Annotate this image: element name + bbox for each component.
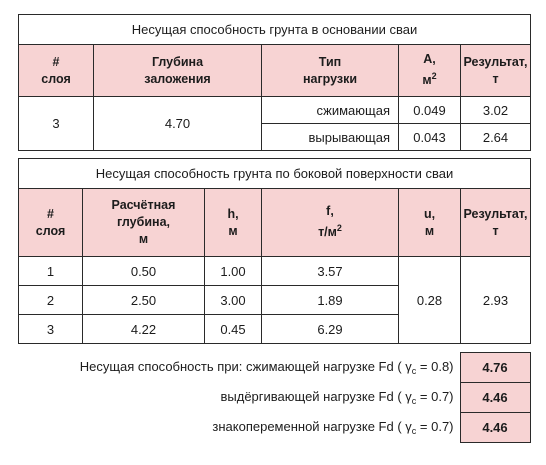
load-type-cell: вырывающая xyxy=(262,124,399,151)
layer-cell: 2 xyxy=(19,286,83,315)
h-cell: 0.45 xyxy=(205,315,262,344)
header-f-sup: 2 xyxy=(336,223,342,234)
header-layer-line2: слоя xyxy=(35,223,66,238)
f-cell: 3.57 xyxy=(262,257,399,286)
depth-cell: 4.70 xyxy=(94,97,262,151)
header-h-line2: м xyxy=(228,223,238,238)
summary-value-compress: 4.76 xyxy=(460,353,530,383)
summary-label-sub: c xyxy=(411,366,417,376)
area-cell: 0.049 xyxy=(399,97,461,124)
header-result-line2: т xyxy=(492,71,499,86)
header-layer xyxy=(19,189,83,257)
header-f-unit: т/м xyxy=(318,225,337,240)
header-u-line1: u, xyxy=(423,206,436,221)
layer-cell: 3 xyxy=(19,315,83,344)
side-result-cell: 2.93 xyxy=(461,257,531,344)
summary-label-suffix: = 0.7) xyxy=(416,389,454,404)
header-load-line1: Тип xyxy=(318,54,342,69)
header-load-line2: нагрузки xyxy=(302,71,358,86)
header-result-line2: т xyxy=(492,223,499,238)
header-f xyxy=(262,189,399,257)
summary-label-alternating xyxy=(18,413,460,443)
h-cell: 3.00 xyxy=(205,286,262,315)
header-calc-depth-line3: м xyxy=(138,232,149,246)
header-depth-line1: Глубина xyxy=(151,54,204,69)
header-u-line2: м xyxy=(424,223,435,238)
summary-label-text: выдёргивающей нагрузке Fd ( γ xyxy=(220,389,412,404)
header-depth xyxy=(94,45,262,97)
summary-label-suffix: = 0.7) xyxy=(416,419,454,434)
header-area xyxy=(399,45,461,97)
summary-label-pullout xyxy=(18,383,460,413)
header-layer-line1: # xyxy=(52,54,60,69)
summary-value-alternating: 4.46 xyxy=(460,413,530,443)
result-cell: 3.02 xyxy=(461,97,531,124)
header-u xyxy=(399,189,461,257)
base-capacity-table xyxy=(18,14,531,151)
header-result xyxy=(461,45,531,97)
header-load-type xyxy=(262,45,399,97)
header-result xyxy=(461,189,531,257)
header-area-sup: 2 xyxy=(431,71,437,82)
header-area-unit: м xyxy=(422,73,432,88)
header-layer-line1: # xyxy=(47,206,54,221)
header-f-line1: f, xyxy=(326,204,334,219)
summary-label-text: знакопеременной нагрузке Fd ( γ xyxy=(212,419,412,434)
calc-depth-cell: 0.50 xyxy=(83,257,205,286)
h-cell: 1.00 xyxy=(205,257,262,286)
f-cell: 1.89 xyxy=(262,286,399,315)
f-cell: 6.29 xyxy=(262,315,399,344)
header-h xyxy=(205,189,262,257)
header-result-line1: Результат, xyxy=(463,206,528,221)
summary-label-sub: c xyxy=(411,396,417,406)
header-h-line1: h, xyxy=(227,206,239,221)
summary-label-sub: c xyxy=(411,426,417,436)
header-area-line1: А, xyxy=(423,52,436,67)
summary-label-suffix: = 0.8) xyxy=(416,359,454,374)
calc-depth-cell: 4.22 xyxy=(83,315,205,344)
header-layer xyxy=(19,45,94,97)
header-layer-line2: слоя xyxy=(41,71,71,86)
header-calc-depth xyxy=(83,189,205,257)
load-type-cell: сжимающая xyxy=(262,97,399,124)
area-cell: 0.043 xyxy=(399,124,461,151)
header-calc-depth-line1: Расчётная xyxy=(111,198,176,212)
header-depth-line2: заложения xyxy=(144,71,211,86)
summary-table xyxy=(18,352,531,443)
side-capacity-caption: Несущая способность грунта по боковой поверхности сваи xyxy=(19,159,531,189)
layer-cell: 3 xyxy=(19,97,94,151)
calc-depth-cell: 2.50 xyxy=(83,286,205,315)
side-capacity-table xyxy=(18,158,531,344)
header-calc-depth-line2: глубина, xyxy=(116,215,170,229)
header-result-line1: Результат, xyxy=(463,54,528,69)
summary-value-pullout: 4.46 xyxy=(460,383,530,413)
u-cell: 0.28 xyxy=(399,257,461,344)
layer-cell: 1 xyxy=(19,257,83,286)
result-cell: 2.64 xyxy=(461,124,531,151)
summary-label-text: Несущая способность при: сжимающей нагрузке Fd ( γ xyxy=(79,359,412,374)
base-capacity-caption: Несущая способность грунта в основании сваи xyxy=(19,15,531,45)
summary-label-compress xyxy=(18,353,460,383)
